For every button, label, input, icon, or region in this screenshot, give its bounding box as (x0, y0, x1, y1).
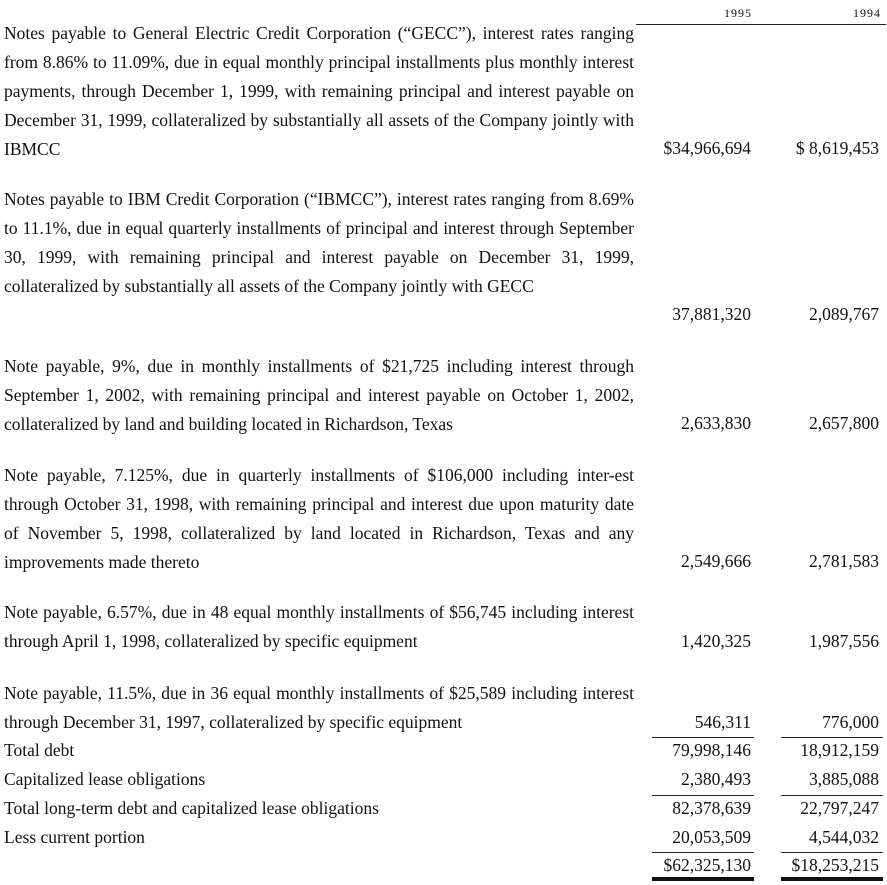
double-underline-1994 (781, 877, 883, 881)
capitalized-lease-1994: 3,885,088 (809, 769, 879, 789)
total-lt-debt-1994: 22,797,247 (800, 798, 879, 818)
note-657pct-1995: 1,420,325 (681, 631, 751, 651)
total-lt-debt-label: Total long-term debt and capitalized lease obligations (4, 798, 379, 818)
note-7125pct-1995: 2,549,666 (681, 551, 751, 571)
note-115pct-1995: 546,311 (694, 712, 751, 732)
current-portion-1994: 4,544,032 (809, 827, 879, 847)
note-9pct-1995: 2,633,830 (681, 413, 751, 433)
note-7125pct-1994: 2,781,583 (809, 551, 879, 571)
total-lt-debt-1995: 82,378,639 (672, 798, 751, 818)
note-9pct-1994: 2,657,800 (809, 413, 879, 433)
note-657pct-1994: 1,987,556 (809, 631, 879, 651)
note-gecc-1994: $ 8,619,453 (795, 138, 879, 158)
note-115pct-description: Note payable, 11.5%, due in 36 equal monthly installments of $25,589 including interest through December 31, 1997, collateralized by specific equipment (4, 683, 634, 732)
note-ibmcc-description: Notes payable to IBM Credit Corporation (“IBMCC”), interest rates ranging from 8.69% to 11.1%, due in equal quarterly installments of principal and interest through September 30, 1999, with remaining principal and interest payable on December 31, 1999, collateralized by substantially all assets of the Company jointly with GECC (4, 189, 634, 296)
column-header-1994: 1994 (853, 6, 881, 20)
current-portion-1995: 20,053,509 (672, 827, 751, 847)
note-gecc-1995: $34,966,694 (663, 138, 751, 158)
net-long-term-1994: $18,253,215 (791, 855, 879, 875)
capitalized-lease-label: Capitalized lease obligations (4, 769, 206, 789)
column-header-1995: 1995 (724, 6, 752, 20)
header-rule (636, 24, 886, 25)
note-9pct-description: Note payable, 9%, due in monthly installments of $21,725 including interest through September 1, 2002, with remaining principal and interest payable on October 1, 2002, collateralized by land and building located in Richardson, Texas (4, 356, 634, 434)
total-debt-1995: 79,998,146 (672, 740, 751, 760)
double-underline-1995 (652, 877, 754, 881)
current-portion-label: Less current portion (4, 827, 145, 847)
note-ibmcc-1995: 37,881,320 (672, 304, 751, 324)
note-115pct-1994: 776,000 (822, 712, 879, 732)
note-gecc-description: Notes payable to General Electric Credit Corporation (“GECC”), interest rates ranging from 8.86% to 11.09%, due in equal monthly principal installments plus monthly interest payments, through December 1, 1999, with remaining principal and interest payable on December 31, 1999, collateralized by substantially all assets of the Company jointly with IBMCC (4, 23, 634, 159)
note-7125pct-description: Note payable, 7.125%, due in quarterly installments of $106,000 including inter-est through October 31, 1998, with remaining principal and interest due upon maturity date of November 5, 1998, collateralized by land located in Richardson, Texas and any improvements made thereto (4, 465, 634, 572)
net-long-term-1995: $62,325,130 (663, 855, 751, 875)
note-ibmcc-1994: 2,089,767 (809, 304, 879, 324)
note-657pct-description: Note payable, 6.57%, due in 48 equal monthly installments of $56,745 including interest through April 1, 1998, collateralized by specific equipment (4, 602, 634, 651)
total-debt-1994: 18,912,159 (800, 740, 879, 760)
total-debt-label: Total debt (4, 740, 75, 760)
capitalized-lease-1995: 2,380,493 (681, 769, 751, 789)
